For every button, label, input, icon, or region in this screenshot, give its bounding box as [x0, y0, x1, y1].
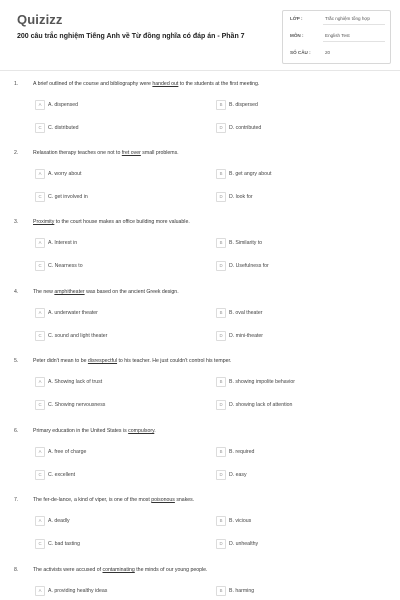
option-text: D. showing lack of attention — [229, 402, 293, 408]
option-text: A. Showing lack of trust — [48, 379, 103, 385]
option-letter-box: B — [216, 377, 226, 387]
option-text: A. worry about — [48, 171, 82, 177]
option-text: C. excellent — [48, 472, 76, 478]
option-letter-box: C — [35, 261, 45, 271]
option-letter-box: A — [35, 169, 45, 179]
option-letter-box: B — [216, 238, 226, 248]
question-text: A brief outlined of the course and bibliography were handed out to the students at the first meeting. — [33, 81, 260, 87]
header-divider — [0, 70, 400, 71]
question-text: The new amphitheater was based on the ancient Greek design. — [33, 289, 179, 295]
option-letter-box: B — [216, 169, 226, 179]
option-letter-box: C — [35, 123, 45, 133]
option-text: C. Showing nervousness — [48, 402, 106, 408]
question-text: The fer-de-lance, a kind of viper, is one of the most poisonous snakes. — [33, 497, 195, 503]
option-letter-box: A — [35, 447, 45, 457]
question-number: 2. — [14, 150, 19, 156]
option-letter-box: C — [35, 539, 45, 549]
underlined-term: contaminating — [102, 567, 135, 573]
meta-row-class — [283, 11, 390, 28]
option-text: A. underwater theater — [48, 310, 98, 316]
option-text: D. easy — [229, 472, 247, 478]
question-number: 6. — [14, 428, 19, 434]
option-letter-box: C — [35, 400, 45, 410]
meta-underline — [323, 24, 385, 25]
option-letter-box: A — [35, 308, 45, 318]
meta-key-subject: MÔN : — [290, 33, 304, 38]
option-letter-box: D — [216, 123, 226, 133]
underlined-term: fret over — [121, 150, 141, 156]
option-text: A. deadly — [48, 518, 70, 524]
meta-value-subject: English Test — [325, 33, 350, 38]
option-text: A. providing healthy ideas — [48, 588, 108, 594]
option-letter-box: D — [216, 539, 226, 549]
meta-key-count: SỐ CÂU : — [290, 50, 311, 55]
option-text: B. showing impolite behavior — [229, 379, 296, 385]
option-letter-box: A — [35, 238, 45, 248]
option-text: D. Usefulness for — [229, 263, 269, 269]
option-text: C. distributed — [48, 125, 79, 131]
option-text: C. bad tasting — [48, 541, 81, 547]
meta-underline — [323, 41, 385, 42]
underlined-term: compulsory — [128, 428, 155, 434]
option-letter-box: B — [216, 586, 226, 596]
option-letter-box: B — [216, 516, 226, 526]
underlined-term: disrespectful — [87, 358, 118, 364]
option-letter-box: A — [35, 100, 45, 110]
option-text: C. sound and light theater — [48, 333, 108, 339]
option-text: B. required — [229, 449, 255, 455]
option-text: D. contributed — [229, 125, 262, 131]
meta-info-box — [282, 10, 391, 64]
option-text: A. Interest in — [48, 240, 78, 246]
question-number: 1. — [14, 81, 19, 87]
option-letter-box: D — [216, 192, 226, 202]
option-letter-box: B — [216, 447, 226, 457]
option-letter-box: C — [35, 192, 45, 202]
meta-row-subject — [283, 28, 390, 45]
page-title: 200 câu trắc nghiệm Tiếng Anh về Từ đồng nghĩa có đáp án - Phần 7 — [17, 33, 245, 40]
question-text: Relaxation therapy teaches one not to fret over small problems. — [33, 150, 179, 156]
option-text: B. get angry about — [229, 171, 272, 177]
question-number: 3. — [14, 219, 19, 225]
option-letter-box: D — [216, 400, 226, 410]
question-number: 8. — [14, 567, 19, 573]
underlined-term: Proximity — [33, 219, 55, 225]
underlined-term: handed out — [152, 81, 179, 87]
option-text: B. Similarity to — [229, 240, 263, 246]
option-text: B. harming — [229, 588, 255, 594]
option-letter-box: C — [35, 331, 45, 341]
question-number: 7. — [14, 497, 19, 503]
option-text: C. Nearness to — [48, 263, 83, 269]
meta-key-class: LỚP : — [290, 16, 303, 21]
option-letter-box: A — [35, 586, 45, 596]
option-text: B. vicious — [229, 518, 252, 524]
option-letter-box: A — [35, 377, 45, 387]
option-letter-box: C — [35, 470, 45, 480]
option-letter-box: D — [216, 331, 226, 341]
option-text: D. unhealthy — [229, 541, 259, 547]
option-text: A. free of charge — [48, 449, 87, 455]
question-text: Proximity to the court house makes an office building more valuable. — [33, 219, 190, 225]
option-text: D. mini-theater — [229, 333, 264, 339]
meta-value-count: 20 — [325, 50, 331, 55]
quizizz-logo: Quizizz — [17, 12, 63, 27]
option-letter-box: B — [216, 100, 226, 110]
option-letter-box: A — [35, 516, 45, 526]
option-text: D. look for — [229, 194, 253, 200]
question-text: The activists were accused of contaminating the minds of our young people. — [33, 567, 208, 573]
question-number: 4. — [14, 289, 19, 295]
meta-row-count — [283, 45, 390, 62]
option-text: A. dispensed — [48, 102, 78, 108]
option-letter-box: D — [216, 261, 226, 271]
option-text: B. dispersed — [229, 102, 258, 108]
question-number: 5. — [14, 358, 19, 364]
question-text: Peter didn't mean to be disrespectful to his teacher. He just couldn't control his temper. — [33, 358, 232, 364]
underlined-term: amphitheater — [54, 289, 85, 295]
meta-value-class: Trắc nghiệm tổng hợp — [325, 16, 370, 21]
option-letter-box: B — [216, 308, 226, 318]
question-text: Primary education in the United States is compulsory. — [33, 428, 156, 434]
option-text: B. oval theater — [229, 310, 263, 316]
option-letter-box: D — [216, 470, 226, 480]
option-text: C. get involved in — [48, 194, 88, 200]
underlined-term: poisonous — [151, 497, 175, 503]
